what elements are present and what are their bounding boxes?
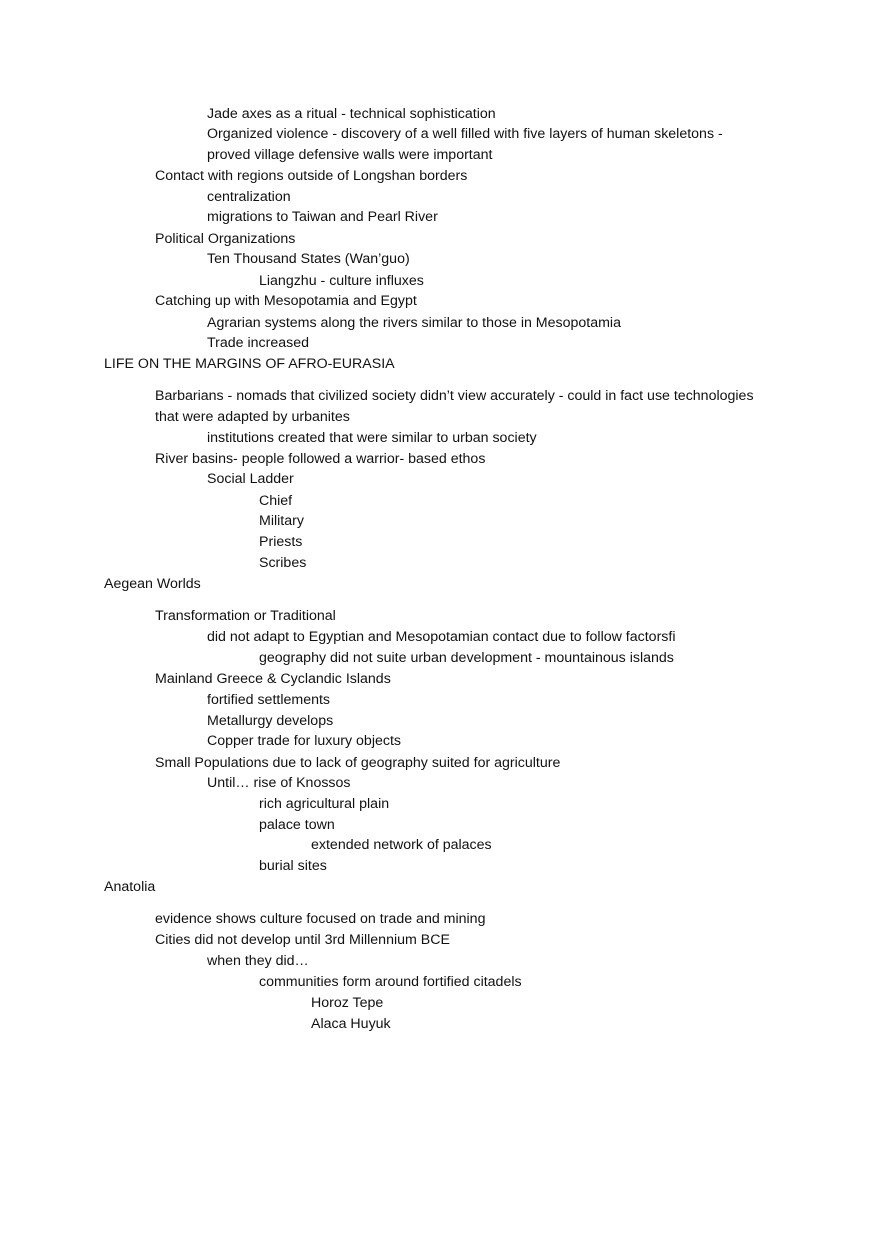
list-item-text: institutions created that were similar to urban society	[207, 430, 537, 446]
list-item-text: River basins- people followed a warrior- based ethos	[155, 451, 486, 467]
list-item-text: burial sites	[259, 858, 327, 874]
list-item-text: Ten Thousand States (Wan’guo)	[207, 251, 410, 267]
list-item-text: geography did not suite urban development - mountainous islands	[259, 650, 674, 666]
list-item-text: Mainland Greece & Cyclandic Islands	[155, 671, 391, 687]
list-item-text: communities form around fortified citadels	[259, 974, 522, 990]
list-item-text: evidence shows culture focused on trade and mining	[155, 911, 486, 927]
list-item-text: Jade axes as a ritual - technical sophistication	[207, 106, 496, 122]
list-item-text: Priests	[259, 534, 303, 550]
list-item-text: Horoz Tepe	[311, 995, 384, 1011]
list-item-text: Until… rise of Knossos	[207, 775, 351, 791]
list-item-text: migrations to Taiwan and Pearl River	[207, 209, 438, 225]
list-item-text: Trade increased	[207, 335, 309, 351]
list-item-text: Small Populations due to lack of geography suited for agriculture	[155, 755, 561, 771]
list-item-text: when they did…	[207, 953, 309, 969]
list-item-text: Transformation or Traditional	[155, 608, 336, 624]
list-item-text: Metallurgy develops	[207, 713, 334, 729]
list-item-text: Catching up with Mesopotamia and Egypt	[155, 293, 417, 309]
list-item-text: Liangzhu - culture influxes	[259, 273, 424, 289]
list-item-text: extended network of palaces	[311, 837, 492, 853]
list-item-text: Military	[259, 513, 304, 529]
list-item-text: proved village defensive walls were important	[207, 147, 493, 163]
list-item-text: Social Ladder	[207, 471, 294, 487]
list-item-text: centralization	[207, 189, 291, 205]
list-item-text: palace town	[259, 817, 335, 833]
section-heading-aegean: Aegean Worlds	[104, 576, 201, 592]
section-heading-anatolia: Anatolia	[104, 879, 156, 895]
list-item-text: Scribes	[259, 555, 307, 571]
list-item-text: Alaca Huyuk	[311, 1016, 391, 1032]
list-item-text: fortified settlements	[207, 692, 331, 708]
list-item-text: Organized violence - discovery of a well filled with five layers of human skeletons -	[207, 126, 723, 142]
list-item-text: Copper trade for luxury objects	[207, 733, 401, 749]
list-item-text: Agrarian systems along the rivers similar to those in Mesopotamia	[207, 315, 621, 331]
list-item-text: did not adapt to Egyptian and Mesopotamian contact due to follow factorsfi	[207, 629, 676, 645]
list-item-text: Contact with regions outside of Longshan borders	[155, 168, 468, 184]
list-item-text: Chief	[259, 493, 293, 509]
list-item-text: Political Organizations	[155, 231, 296, 247]
list-item-text: Barbarians - nomads that civilized society didn’t view accurately - could in fact use technologies	[155, 388, 754, 404]
list-item-text: that were adapted by urbanites	[155, 409, 350, 425]
section-heading-margins: LIFE ON THE MARGINS OF AFRO-EURASIA	[104, 356, 395, 372]
list-item-text: rich agricultural plain	[259, 796, 390, 812]
list-item-text: Cities did not develop until 3rd Millennium BCE	[155, 932, 450, 948]
